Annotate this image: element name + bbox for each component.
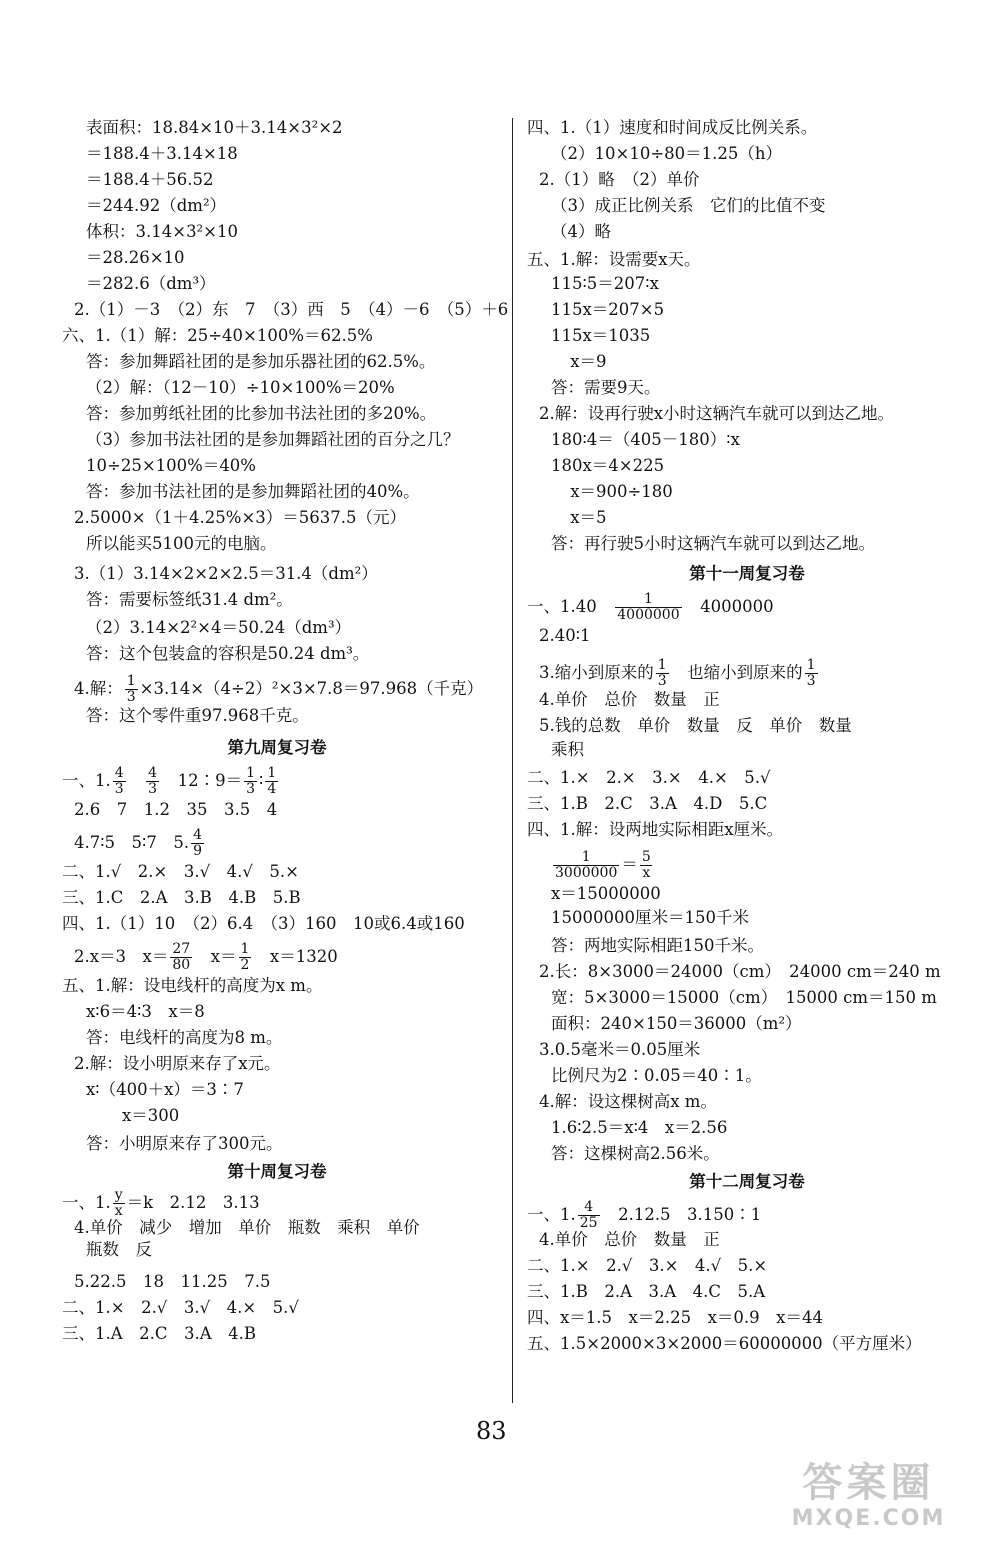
- text-segment: 2.（1）略 （2）单价: [539, 170, 700, 189]
- answer-line: [62, 1187, 260, 1219]
- answer-line: [527, 768, 771, 790]
- text-segment: 答：参加书法社团的是参加舞蹈社团的40%。: [86, 482, 420, 501]
- section-heading: [527, 1172, 967, 1194]
- text-segment: ∶: [259, 771, 264, 790]
- text-segment: 答：这个包装盒的容积是50.24 dm³。: [86, 644, 370, 663]
- answer-line: [551, 222, 611, 244]
- text-segment: 2.6 7 1.2 35 3.5 4: [74, 800, 278, 819]
- text-segment: 115x＝1035: [551, 326, 651, 345]
- fraction-denominator: 3: [806, 673, 816, 689]
- answer-line: [527, 1282, 765, 1304]
- text-segment: 2.40∶1: [539, 626, 591, 645]
- fraction: [191, 828, 204, 859]
- text-segment: 5.钱的总数 单价 数量 反 单价 数量: [539, 716, 852, 735]
- answer-line: [86, 590, 293, 612]
- text-segment: 2.12.5 3.150∶1: [601, 1205, 762, 1224]
- answer-line: [551, 849, 655, 881]
- text-segment: 一、1.: [527, 1205, 576, 1224]
- text-segment: 12∶9＝: [161, 771, 243, 790]
- fraction: [656, 658, 669, 689]
- answer-line: [527, 1256, 767, 1278]
- answer-line: [74, 564, 378, 586]
- answer-line: [86, 1028, 282, 1050]
- answer-line: [551, 1066, 762, 1088]
- fraction-numerator: 4: [584, 1199, 594, 1215]
- fraction-denominator: 3000000: [555, 865, 618, 881]
- text-segment: x＝900÷180: [570, 482, 673, 501]
- text-segment: （2）10×10÷80＝1.25（h）: [551, 144, 782, 163]
- fraction-numerator: 1: [581, 849, 591, 865]
- text-segment: 答：参加剪纸社团的比参加书法社团的多20%。: [86, 404, 437, 423]
- fraction: [113, 766, 126, 797]
- text-segment: 答：小明原来存了300元。: [86, 1134, 283, 1153]
- text-segment: 第十一周复习卷: [689, 564, 805, 583]
- answer-line: [86, 352, 435, 374]
- answer-line: [551, 1118, 727, 1140]
- text-segment: 4.单价 总价 数量 正: [539, 690, 720, 709]
- fraction-numerator: 27: [172, 941, 191, 957]
- answer-line: [551, 326, 650, 348]
- answer-line: [86, 118, 343, 140]
- answer-line: [86, 534, 277, 556]
- answer-line: [74, 1218, 420, 1240]
- answer-line: [570, 482, 673, 504]
- fraction: [170, 942, 192, 973]
- answer-line: [539, 404, 894, 426]
- answer-line: [570, 352, 606, 374]
- text-segment: 4000000: [683, 597, 774, 616]
- text-segment: 180x＝4×225: [551, 456, 665, 475]
- fraction: [578, 1200, 600, 1231]
- answer-line: [62, 976, 322, 998]
- answer-line: [570, 508, 606, 530]
- text-segment: 宽：5×3000＝15000（cm） 15000 cm＝150 m: [551, 988, 937, 1007]
- answer-line: [74, 827, 206, 859]
- text-segment: 3.0.5毫米＝0.05厘米: [539, 1040, 701, 1059]
- fraction-numerator: 1: [240, 941, 250, 957]
- text-segment: 第十二周复习卷: [689, 1172, 805, 1191]
- fraction-denominator: 4: [267, 781, 277, 797]
- page-number: 83: [476, 1417, 507, 1445]
- answer-line: [86, 196, 226, 218]
- text-segment: [128, 771, 145, 790]
- answer-line: [86, 482, 420, 504]
- answer-line: [551, 740, 584, 762]
- text-segment: ＝28.26×10: [86, 248, 185, 267]
- fraction-numerator: 1: [806, 657, 816, 673]
- watermark-url: MXQE.COM: [791, 1506, 946, 1531]
- answer-line: [539, 1092, 717, 1114]
- text-segment: 二、1.× 2.√ 3.√ 4.× 5.√: [62, 1298, 299, 1317]
- fraction-denominator: 25: [579, 1215, 598, 1231]
- answer-line: [86, 378, 395, 400]
- fraction: [125, 674, 138, 705]
- fraction-numerator: 1: [126, 673, 136, 689]
- answer-line: [527, 1199, 762, 1231]
- answer-line: [62, 914, 465, 936]
- text-segment: ＝188.4＋3.14×18: [86, 144, 238, 163]
- answer-line: [86, 618, 351, 640]
- answer-line: [86, 1002, 205, 1024]
- text-segment: 四、x＝1.5 x＝2.25 x＝0.9 x＝44: [527, 1308, 823, 1327]
- text-segment: 第十周复习卷: [227, 1162, 327, 1181]
- text-segment: （2）解：（12－10）÷10×100%＝20%: [86, 378, 395, 397]
- text-segment: 3.（1）3.14×2×2×2.5＝31.4（dm²）: [74, 564, 378, 583]
- text-segment: 五、1.解：设电线杆的高度为x m。: [62, 976, 323, 995]
- watermark-title: 答案圈: [802, 1460, 935, 1506]
- answer-line: [527, 1334, 922, 1356]
- text-segment: ×3.14×（4÷2）²×3×7.8＝97.968（千克）: [139, 679, 484, 698]
- fraction: [113, 1188, 125, 1219]
- fraction: [615, 592, 681, 623]
- text-segment: 瓶数 反: [86, 1240, 152, 1259]
- fraction-numerator: 1: [246, 765, 256, 781]
- text-segment: 一、1.40: [527, 597, 614, 616]
- fraction: [239, 942, 252, 973]
- text-segment: ＝244.92（dm²）: [86, 196, 227, 215]
- fraction-denominator: 3: [114, 781, 124, 797]
- answer-line: [86, 170, 213, 192]
- fraction-denominator: x: [642, 865, 651, 881]
- text-segment: （2）3.14×2²×4＝50.24（dm³）: [86, 618, 352, 637]
- text-segment: 4.7∶5 5∶7 5.: [74, 833, 190, 852]
- answer-line: [551, 534, 875, 556]
- text-segment: 二、1.× 2.× 3.× 4.× 5.√: [527, 768, 771, 787]
- text-segment: 2.5000×（1＋4.25%×3）＝5637.5（元）: [74, 508, 407, 527]
- answer-line: [74, 1054, 281, 1076]
- answer-line: [86, 430, 460, 452]
- answer-line: [527, 820, 783, 842]
- answer-line: [74, 1272, 270, 1294]
- fraction-numerator: 1: [267, 765, 277, 781]
- answer-line: [527, 118, 817, 140]
- text-segment: 乘积: [551, 740, 584, 759]
- text-segment: 五、1.解：设需要x天。: [527, 250, 701, 269]
- text-segment: 四、1.（1）10 （2）6.4 （3）160 10或6.4或160: [62, 914, 465, 933]
- answer-line: [86, 706, 309, 728]
- text-segment: 四、1.（1）速度和时间成反比例关系。: [527, 118, 818, 137]
- answer-line: [122, 1106, 179, 1128]
- answer-line: [74, 673, 484, 705]
- text-segment: 第九周复习卷: [227, 738, 327, 757]
- text-segment: x＝15000000: [551, 884, 661, 903]
- fraction-denominator: 3: [657, 673, 667, 689]
- fraction-numerator: 5: [641, 849, 651, 865]
- fraction-denominator: 80: [172, 957, 191, 973]
- answer-line: [551, 1144, 720, 1166]
- answer-line: [86, 644, 369, 666]
- column-divider: [512, 118, 513, 1403]
- text-segment: x∶（400＋x）＝3∶7: [86, 1080, 244, 1099]
- text-segment: ＝: [621, 855, 638, 874]
- answer-line: [86, 456, 256, 478]
- answer-line: [527, 591, 774, 623]
- fraction-denominator: 4000000: [617, 607, 680, 623]
- answer-line: [86, 222, 238, 244]
- fraction-denominator: 9: [193, 843, 202, 859]
- answer-line: [86, 144, 238, 166]
- text-segment: 三、1.B 2.C 3.A 4.D 5.C: [527, 794, 768, 813]
- answer-line: [527, 794, 767, 816]
- text-segment: ＝k 2.12 3.13: [126, 1193, 260, 1212]
- text-segment: x＝5: [570, 508, 607, 527]
- text-segment: 2.（1）－3 （2）东 7 （3）西 5 （4）－6 （5）＋6: [74, 300, 509, 319]
- text-segment: 10÷25×100%＝40%: [86, 456, 256, 475]
- answer-line: [86, 1134, 283, 1156]
- fraction-denominator: 3: [148, 781, 158, 797]
- text-segment: 2.解：设小明原来存了x元。: [74, 1054, 281, 1073]
- fraction-numerator: 1: [643, 591, 653, 607]
- text-segment: ＝188.4＋56.52: [86, 170, 214, 189]
- answer-line: [551, 884, 661, 906]
- answer-line: [539, 657, 820, 689]
- fraction-numerator: 4: [114, 765, 124, 781]
- answer-line: [62, 888, 301, 910]
- text-segment: 三、1.A 2.C 3.A 4.B: [62, 1324, 257, 1343]
- answer-line: [551, 936, 764, 958]
- text-segment: x＝9: [570, 352, 607, 371]
- answer-line: [551, 1014, 802, 1036]
- answer-line: [551, 274, 659, 296]
- text-segment: 答：两地实际相距150千米。: [551, 936, 764, 955]
- answer-line: [539, 716, 852, 738]
- text-segment: 4.单价 总价 数量 正: [539, 1230, 720, 1249]
- text-segment: 一、1.: [62, 1193, 111, 1212]
- text-segment: 1.6∶2.5＝x∶4 x＝2.56: [551, 1118, 728, 1137]
- text-segment: 体积：3.14×3²×10: [86, 222, 238, 241]
- fraction-numerator: 4: [148, 765, 158, 781]
- text-segment: 表面积：18.84×10＋3.14×3²×2: [86, 118, 343, 137]
- text-segment: 六、1.（1）解：25÷40×100%＝62.5%: [62, 326, 373, 345]
- section-heading: [527, 564, 967, 586]
- text-segment: 2.x＝3 x＝: [74, 947, 169, 966]
- answer-line: [539, 690, 720, 712]
- answer-line: [551, 456, 664, 478]
- fraction-numerator: y: [114, 1187, 123, 1203]
- answer-line: [86, 248, 185, 270]
- text-segment: 也缩小到原来的: [670, 663, 803, 682]
- text-segment: 五、1.5×2000×3×2000＝60000000（平方厘米）: [527, 1334, 922, 1353]
- text-segment: 答：这棵树高2.56米。: [551, 1144, 720, 1163]
- answer-line: [551, 196, 826, 218]
- text-segment: 115x＝207×5: [551, 300, 665, 319]
- answer-line: [74, 800, 277, 822]
- text-segment: 答：需要9天。: [551, 378, 661, 397]
- answer-line: [551, 144, 782, 166]
- text-segment: 一、1.: [62, 771, 111, 790]
- answer-line: [551, 378, 661, 400]
- text-segment: 115∶5＝207∶x: [551, 274, 659, 293]
- text-segment: 5.22.5 18 11.25 7.5: [74, 1272, 271, 1291]
- fraction-denominator: 3: [246, 781, 256, 797]
- answer-line: [74, 941, 338, 973]
- fraction: [553, 850, 619, 881]
- answer-line: [551, 430, 740, 452]
- section-heading: [62, 1162, 492, 1184]
- fraction: [265, 766, 278, 797]
- answer-line: [527, 1308, 823, 1330]
- answer-line: [551, 988, 937, 1010]
- text-segment: 15000000厘米＝150千米: [551, 908, 749, 927]
- answer-line: [86, 1080, 244, 1102]
- fraction-numerator: 1: [657, 657, 667, 673]
- text-segment: 4.解：设这棵树高x m。: [539, 1092, 717, 1111]
- text-segment: 面积：240×150＝36000（m²）: [551, 1014, 802, 1033]
- text-segment: 答：再行驶5小时这辆汽车就可以到达乙地。: [551, 534, 875, 553]
- text-segment: 四、1.解：设两地实际相距x厘米。: [527, 820, 784, 839]
- answer-line: [86, 404, 436, 426]
- text-segment: 三、1.B 2.A 3.A 4.C 5.A: [527, 1282, 766, 1301]
- fraction: [640, 850, 653, 881]
- text-segment: 三、1.C 2.A 3.B 4.B 5.B: [62, 888, 301, 907]
- text-segment: 二、1.× 2.√ 3.× 4.√ 5.×: [527, 1256, 768, 1275]
- text-segment: 答：电线杆的高度为8 m。: [86, 1028, 283, 1047]
- watermark-logo: [751, 1460, 986, 1540]
- text-segment: 答：参加舞蹈社团的是参加乐器社团的62.5%。: [86, 352, 436, 371]
- fraction-denominator: x: [114, 1203, 123, 1219]
- text-segment: 4.解：: [74, 679, 123, 698]
- answer-line: [62, 862, 299, 884]
- answer-line: [62, 1298, 299, 1320]
- answer-line: [62, 765, 280, 797]
- text-segment: ＝282.6（dm³）: [86, 274, 216, 293]
- text-segment: （4）略: [551, 222, 611, 241]
- fraction: [805, 658, 818, 689]
- text-segment: （3）参加书法社团的是参加舞蹈社团的百分之几？: [86, 430, 460, 449]
- answer-line: [74, 508, 406, 530]
- answer-line: [74, 300, 508, 322]
- answer-line: [86, 274, 216, 296]
- fraction: [244, 766, 257, 797]
- answer-line: [539, 170, 700, 192]
- text-segment: 180∶4＝（405－180）∶x: [551, 430, 740, 449]
- answer-line: [539, 962, 941, 984]
- answer-line: [62, 326, 373, 348]
- text-segment: x＝1320: [253, 947, 338, 966]
- text-segment: 4.单价 减少 增加 单价 瓶数 乘积 单价: [74, 1218, 420, 1237]
- text-segment: 答：需要标签纸31.4 dm²。: [86, 590, 293, 609]
- section-heading: [62, 738, 492, 760]
- text-segment: 二、1.√ 2.× 3.√ 4.√ 5.×: [62, 862, 299, 881]
- answer-line: [62, 1324, 256, 1346]
- answer-line: [539, 1040, 700, 1062]
- fraction: [146, 766, 159, 797]
- text-segment: 2.解：设再行驶x小时这辆汽车就可以到达乙地。: [539, 404, 895, 423]
- text-segment: 比例尺为2∶0.05＝40∶1。: [551, 1066, 762, 1085]
- answer-line: [539, 1230, 720, 1252]
- text-segment: 所以能买5100元的电脑。: [86, 534, 277, 553]
- text-segment: （3）成正比例关系 它们的比值不变: [551, 196, 826, 215]
- answer-line: [551, 908, 749, 930]
- fraction-denominator: 2: [240, 957, 250, 973]
- answer-line: [551, 300, 664, 322]
- text-segment: x＝: [194, 947, 237, 966]
- fraction-denominator: 3: [126, 689, 136, 705]
- text-segment: x∶6＝4∶3 x＝8: [86, 1002, 205, 1021]
- text-segment: 3.缩小到原来的: [539, 663, 654, 682]
- answer-line: [86, 1240, 152, 1262]
- answer-line: [539, 626, 591, 648]
- text-segment: x＝300: [122, 1106, 180, 1125]
- text-segment: 2.长：8×3000＝24000（cm） 24000 cm＝240 m: [539, 962, 941, 981]
- text-segment: 答：这个零件重97.968千克。: [86, 706, 309, 725]
- fraction-numerator: 4: [193, 827, 202, 843]
- answer-line: [527, 250, 701, 272]
